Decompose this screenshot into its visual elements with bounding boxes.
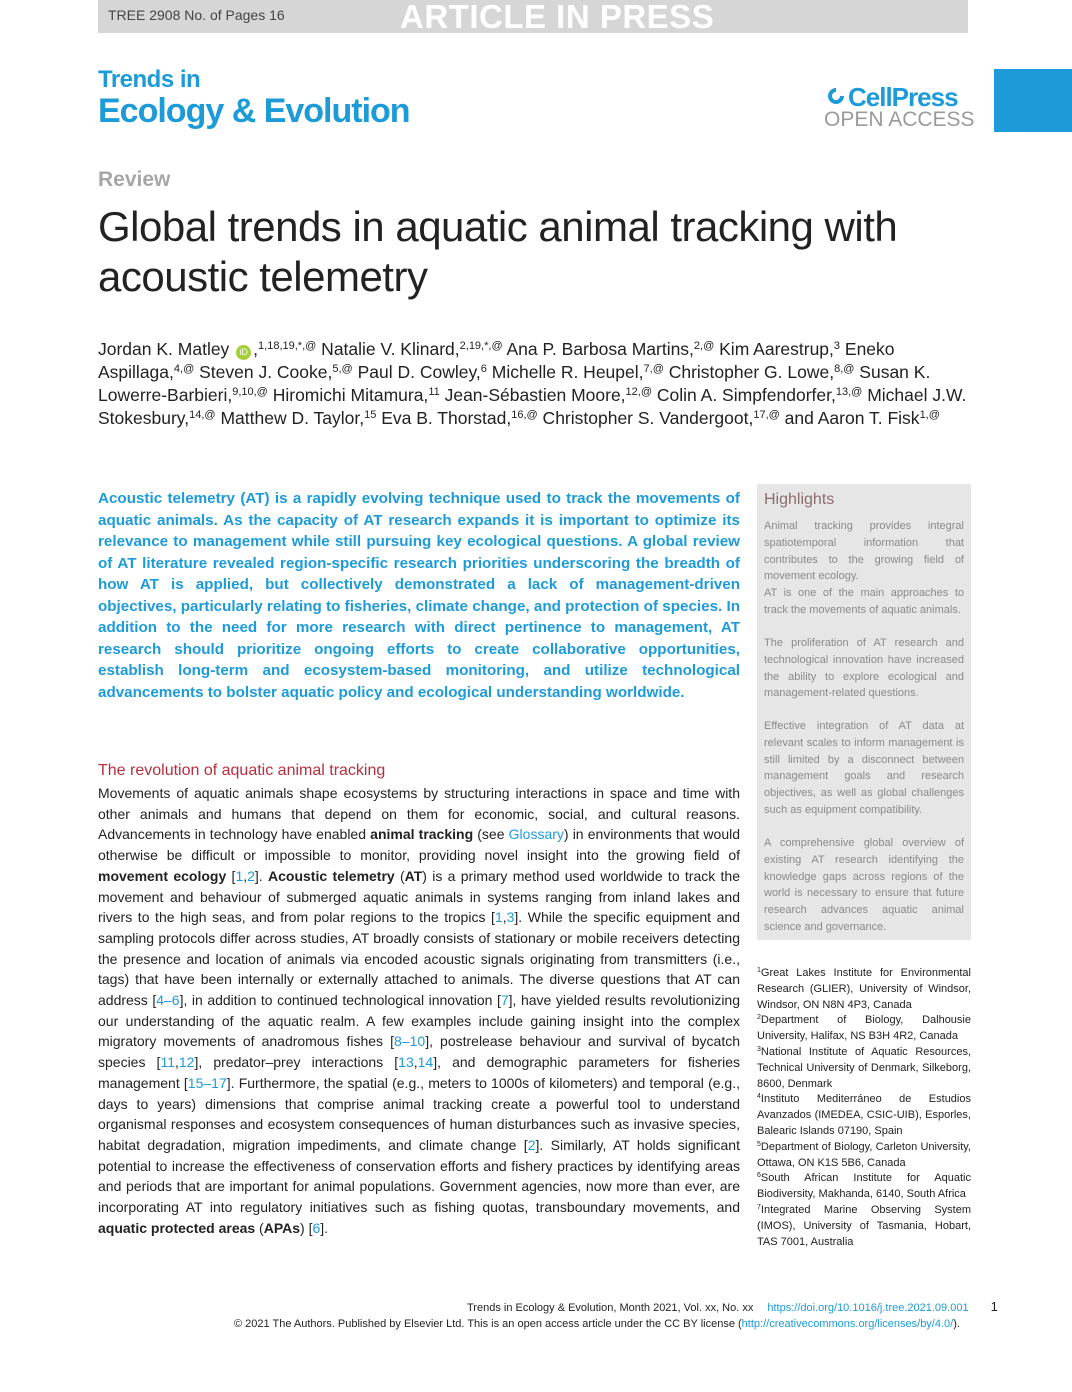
open-access-label: OPEN ACCESS	[824, 108, 975, 131]
author-list: Jordan K. Matley iD ,$^{1,18,19,*,@}$ Natalie V. Klinard,$^{2,19,*,@}$ Ana P. Barbosa Martins,$^{2,@}$ Kim Aarestrup,$^3$ Eneko Aspillaga,$^{4,@}$ Steven J. Cooke,$^{5,@}$ Paul D. Cowley,$^6$ Michelle R. Heupel,$^{7,@}$ Christopher G. Lowe,$^{8,@}$ Susan K. Lowerre-Barbieri,$^{9,10,@}$ Hiromichi Mitamura,$^{11}$ Jean-Sébastien Moore,$^{12,@}$ Colin A. Simpfendorfer,$^{13,@}$ Michael J.W. Stokesbury,$^{14,@}$ Matthew D. Taylor,$^{15}$ Eva B. Thorstad,$^{16,@}$ Christopher S. Vandergoot,$^{17,@}$ and Aaron T. Fisk$^{1,@}$	[98, 339, 967, 428]
article-in-press-banner	[98, 0, 968, 33]
highlights-box	[757, 484, 971, 940]
footer-license	[234, 1318, 960, 1330]
publisher-name: CellPress	[848, 82, 958, 112]
side-color-tab	[994, 69, 1072, 132]
journal-name-line1: Trends in	[98, 66, 201, 93]
footer-citation	[467, 1299, 998, 1314]
highlight-item: AT is one of the main approaches to track the movements of aquatic animals.	[764, 587, 964, 616]
page-number: 1	[990, 1299, 998, 1314]
tree-page-info: TREE 2908 No. of Pages 16	[108, 7, 285, 23]
affiliation-item: $^7$Integrated Marine Observing System (IMOS), University of Tasmania, Hobart, TAS 7001, Australia	[757, 1203, 971, 1248]
article-in-press-label: ARTICLE IN PRESS	[400, 0, 715, 35]
affiliation-item: $^2$Department of Biology, Dalhousie University, Halifax, NS B3H 4R2, Canada	[757, 1014, 971, 1043]
affiliation-item: $^5$Department of Biology, Carleton University, Ottawa, ON K1S 5B6, Canada	[757, 1140, 971, 1169]
copyright-end: ).	[953, 1318, 960, 1330]
affiliations	[757, 966, 971, 1250]
section-heading: The revolution of aquatic animal tracking	[98, 762, 386, 779]
article-type: Review	[98, 168, 171, 191]
abstract: Acoustic telemetry (AT) is a rapidly evolving technique used to track the movements of aquatic animals. As the capacity of AT research expands it is important to optimize its relevance to management while still pursuing key ecological questions. A global review of AT literature revealed region-specific research priorities underscoring the breadth of how AT is applied, but collectively demonstrated a lack of management-driven objectives, particularly relating to fisheries, climate change, and protection of species. In addition to the need for more research with direct pertinence to management, AT research should prioritize ongoing efforts to create collaborative opportunities, establish long-term and ecosystem-based monitoring, and utilize technological advancements to bolster aquatic policy and ecological understanding worldwide.	[98, 490, 740, 701]
journal-issue: Trends in Ecology & Evolution, Month 2021, Vol. xx, No. xx	[467, 1302, 754, 1314]
highlights-heading: Highlights	[764, 491, 835, 508]
copyright-text: © 2021 The Authors. Published by Elsevier Ltd. This is an open access article under the CC BY license (	[234, 1318, 742, 1330]
doi-link[interactable]: https://doi.org/10.1016/j.tree.2021.09.001	[767, 1302, 969, 1314]
body-text: Movements of aquatic animals shape ecosystems by structuring interactions in space and time with other animals and humans that depend on them for economic, social, and cultural reasons. Advancements in technology have enabled animal tracking (see Glossary) in environments that would otherwise be difficult or impossible to monitor, providing novel insight into the growing field of movement ecology [1,2]. Acoustic telemetry (AT) is a primary method used worldwide to track the movement and behaviour of submerged aquatic animals in systems ranging from inland lakes and rivers to the high seas, and from polar regions to the tropics [1,3]. While the specific equipment and sampling protocols differ across studies, AT broadly consists of stationary or mobile receivers detecting the presence and location of animals via encoded acoustic signals originating from transmitters (i.e., tags) that have been internally or externally attached to animals. The diverse questions that AT can address [4–6], in addition to continued technological innovation [7], have yielded results revolutionizing our understanding of the aquatic realm. A few examples include gaining insight into the complex migratory movements of anadromous fishes [8–10], postrelease behaviour and survival of bycatch species [11,12], predator–prey interactions [13,14], and demographic parameters for fisheries management [15–17]. Furthermore, the spatial (e.g., meters to 1000s of kilometers) and temporal (e.g., days to years) dimensions that comprise animal tracking create a powerful tool to understand organismal responses and ecosystem consequences of human disturbances such as invasive species, habitat degradation, migration impediments, and climate change [2]. Similarly, AT holds significant potential to increase the effectiveness of conservation efforts and fishery practices by identifying areas and periods that are important for animal populations. Government agencies, now more than ever, are incorporating AT into regulatory initiatives such as fishing quotas, transboundary movements, and aquatic protected areas (APAs) [6].	[98, 785, 741, 1236]
affiliation-item: $^1$Great Lakes Institute for Environmental Research (GLIER), University of Windsor, Windsor, ON N8N 4P3, Canada	[757, 967, 971, 1011]
highlight-item: Effective integration of AT data at relevant scales to inform management is still limited by a disconnect between management goals and research objectives, as well as global challenges such as equipment compatibility.	[764, 720, 964, 816]
highlight-item: Animal tracking provides integral spatiotemporal information that contributes to the growing field of movement ecology.	[764, 520, 964, 583]
affiliation-item: $^4$Instituto Mediterráneo de Estudios Avanzados (IMEDEA, CSIC-UIB), Esporles, Balearic Islands 07190, Spain	[757, 1093, 971, 1137]
affiliation-item: $^3$National Institute of Aquatic Resources, Technical University of Denmark, Silkeborg, 8600, Denmark	[757, 1045, 971, 1090]
affiliation-item: $^6$South African Institute for Aquatic Biodiversity, Makhanda, 6140, South Africa	[757, 1172, 971, 1201]
orcid-icon[interactable]: iD	[236, 345, 251, 360]
article-title: Global trends in aquatic animal tracking with acoustic telemetry	[98, 203, 898, 300]
highlight-item: A comprehensive global overview of existing AT research identifying the knowledge gaps across regions of the world is necessary to ensure that future research advances aquatic animal science and governance.	[764, 837, 964, 933]
journal-name-line2: Ecology & Evolution	[98, 92, 410, 130]
highlight-item: The proliferation of AT research and technological innovation have increased the ability to explore ecological and management-related questions.	[764, 637, 964, 700]
license-link[interactable]: http://creativecommons.org/licenses/by/4.0/	[741, 1318, 954, 1330]
